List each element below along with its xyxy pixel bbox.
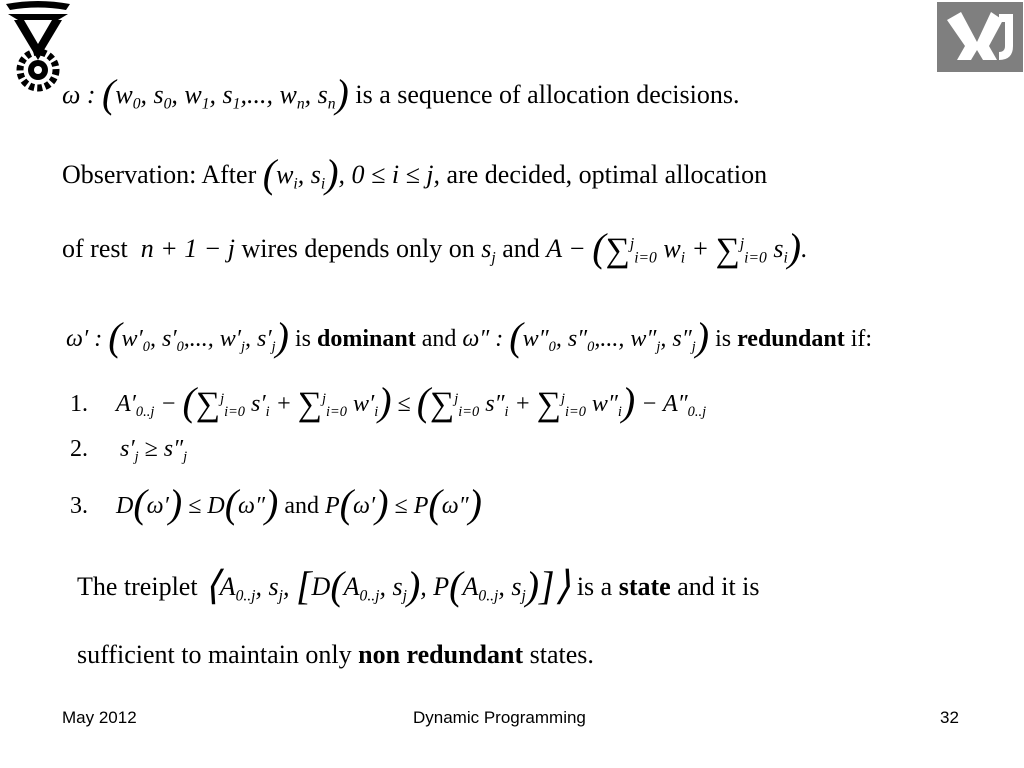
non-redundant-word: non redundant — [358, 640, 524, 669]
dominance-if: if: — [850, 326, 873, 352]
condition-1-formula: $A'_{0..j} - (\sum^j_{i=0}$ $s'_i + \sum^j_{i=0}$ $w'_i) \le (\sum^j_{i=0}$ $s''_i + \sum^j_{i=0}$ $w''_i) - A''_{0..j}$ — [116, 379, 707, 424]
state-triplet-formula: $⟨A_{0..j}$, $s_j$, [$D(A_{0..j}$, $s_j$), $P(A_{0..j}$, $s_j)]⟩$ — [204, 563, 571, 608]
dominance-line — [66, 313, 872, 360]
dominance-and: and — [421, 326, 457, 352]
rest-prefix: of rest — [62, 234, 128, 263]
dominance-is: is — [294, 326, 311, 352]
pair-formula: ($w_i$, $s_i$) — [262, 151, 339, 196]
remaining-area-formula: A − (∑$^j_{i=0}$ $w_i + \sum^j_{i=0}$ $s_i$). — [546, 225, 808, 270]
observation-line — [62, 150, 767, 197]
condition-number: 2. — [70, 436, 88, 462]
sequence-line — [62, 70, 739, 117]
condition-item-2 — [70, 436, 187, 466]
condition-number: 1. — [70, 391, 88, 417]
condition-number: 3. — [70, 493, 88, 519]
sufficiency-suffix: states. — [529, 640, 594, 669]
state-word: state — [618, 572, 671, 601]
delay-formula: D(ω′) ≤ D(ω″) — [116, 481, 279, 526]
observation-prefix: Observation: After — [62, 160, 257, 189]
power-formula: P(ω′) ≤ P(ω″) — [324, 481, 482, 526]
sufficiency-prefix: sufficient to maintain only — [77, 640, 352, 669]
condition-item-1 — [70, 378, 706, 425]
rest-and: and — [502, 234, 540, 263]
hebrew-logo — [937, 2, 1023, 72]
footer-title: Dynamic Programming — [413, 708, 586, 727]
footer-page-number: 32 — [940, 708, 959, 727]
footer-date: May 2012 — [62, 708, 137, 727]
dominance-is-2: is — [715, 326, 732, 352]
omega-sequence-formula: ω : ($w_0$, $s_0$, $w_1$, $s_1$,..., $w_n$, $s_n$) — [62, 71, 349, 116]
index-range: , 0 ≤ i ≤ j, — [338, 160, 441, 189]
rest-count-formula: n + 1 − j — [134, 234, 236, 263]
sequence-description: is a sequence of allocation decisions. — [355, 80, 740, 109]
sj-formula: $s_j$ — [481, 234, 496, 267]
rest-middle: wires depends only on — [241, 234, 475, 263]
condition-item-3 — [70, 480, 482, 527]
observation-suffix: are decided, optimal allocation — [446, 160, 768, 189]
state-is-a: is a — [576, 572, 613, 601]
redundant-word: redundant — [737, 326, 845, 352]
sufficiency-line — [77, 640, 594, 670]
rest-line — [62, 224, 808, 271]
state-line — [77, 562, 760, 609]
omega-double-prime-formula: ω″ : ($w''_0$, $s''_0$,..., $w''_j$, $s''_j$) — [462, 314, 710, 359]
state-suffix: and it is — [677, 572, 760, 601]
condition-3-and: and — [284, 493, 319, 519]
state-prefix: The treiplet — [77, 572, 198, 601]
dominant-word: dominant — [316, 326, 416, 352]
omega-prime-formula: ω′ : ($w'_0$, $s'_0$,..., $w'_j$, $s'_j$) — [66, 314, 289, 359]
condition-2-formula: $s'_j \ge s''_j$ — [120, 436, 188, 466]
